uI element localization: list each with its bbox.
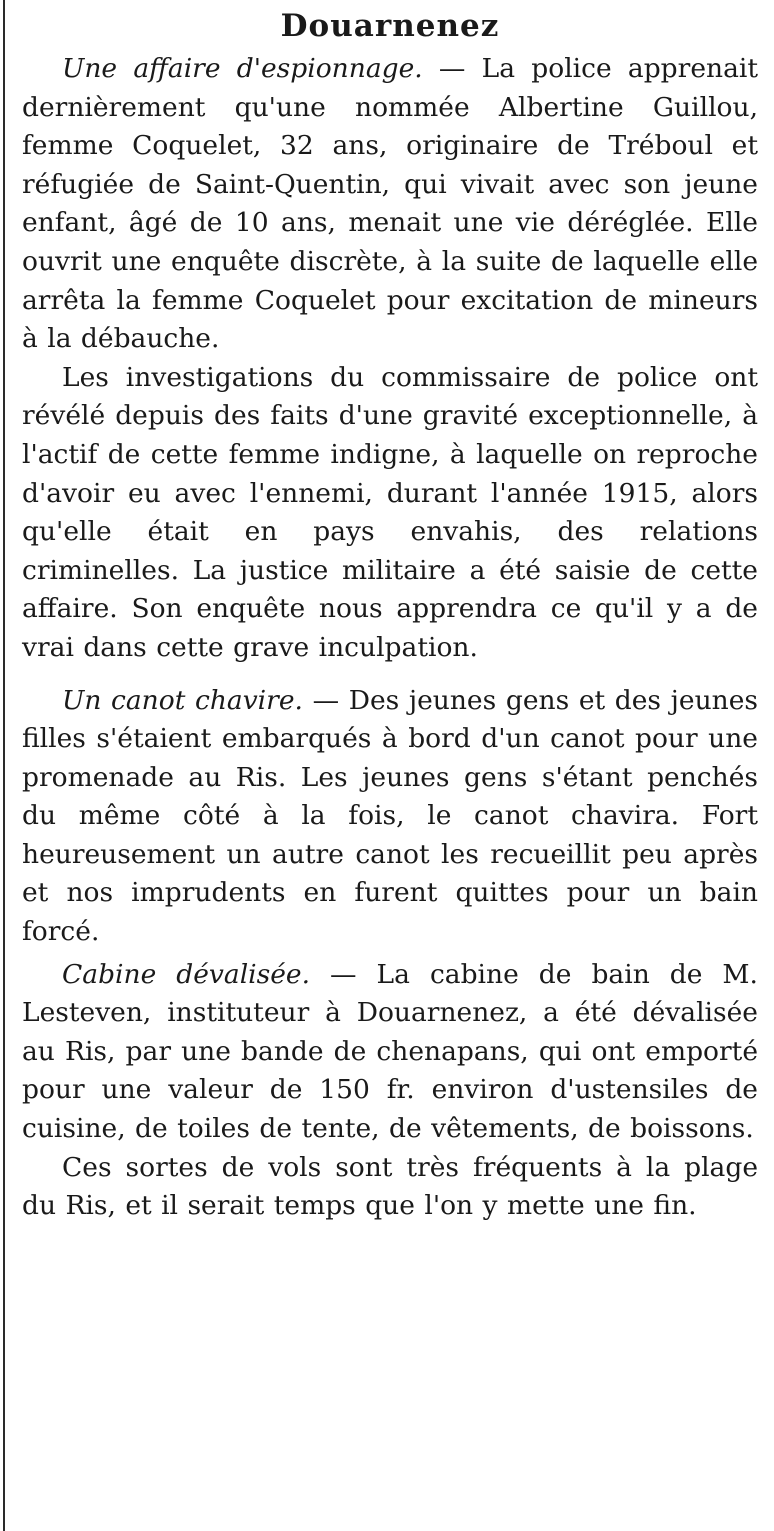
- section-cabine-heading: Cabine dévalisée.: [62, 958, 311, 990]
- section-espionnage-heading: Une affaire d'espionnage.: [62, 53, 423, 84]
- article-title: Douarnenez: [280, 8, 500, 44]
- section-espionnage-paragraph-2: Les investigations du commissaire de police ont révélé depuis des faits d'une gravité exceptionnelle, à l'actif de cette femme indigne, à laquelle on reproche d'avoir eu avec l'ennemi, durant l'année 1915, alors qu'elle était en pays envahis, des relations criminelles. La justice militaire a été saisie de cette affaire. Son enquête nous apprendra ce qu'il y a de vrai dans cette grave inculpation.: [22, 361, 758, 663]
- section-canot-paragraph-1: [22, 682, 758, 952]
- section-gap: [22, 668, 758, 682]
- article-column: [22, 6, 758, 1226]
- column-rule-left: [3, 0, 5, 1531]
- section-espionnage-paragraph-1: [22, 50, 758, 359]
- section-canot-heading: Un canot chavire.: [62, 684, 303, 716]
- section-espionnage-text-1: — La police apprenait dernièrement qu'une nommée Albertine Guillou, femme Coquelet, 32 ans, originaire de Tréboul et réfugiée de Saint-Quentin, qui vivait avec son jeune enfant, âgé de 10 ans, menait une vie déréglée. Elle ouvrit une enquête discrète, à la suite de laquelle elle arrêta la femme Coquelet pour excitation de mineurs à la débauche.: [22, 53, 758, 355]
- section-canot-text-1: — Des jeunes gens et des jeunes filles s'étaient embarqués à bord d'un canot pour une promenade au Ris. Les jeunes gens s'étant penchés du même côté à la fois, le canot chavira. Fort heureusement un autre canot les recueillit peu après et nos imprudents en furent quittes pour un bain forcé.: [22, 684, 758, 948]
- section-cabine-paragraph-1: [22, 956, 758, 1149]
- section-cabine-text-1: — La cabine de bain de M. Lesteven, instituteur à Douarnenez, a été dévalisée au Ris, par une bande de chenapans, qui ont emporté pour une valeur de 150 fr. environ d'ustensiles de cuisine, de toiles de tente, de vêtements, de boissons.: [22, 958, 758, 1145]
- section-cabine-paragraph-2: Ces sortes de vols sont très fréquents à la plage du Ris, et il serait temps que l'on y mette une fin.: [22, 1151, 758, 1222]
